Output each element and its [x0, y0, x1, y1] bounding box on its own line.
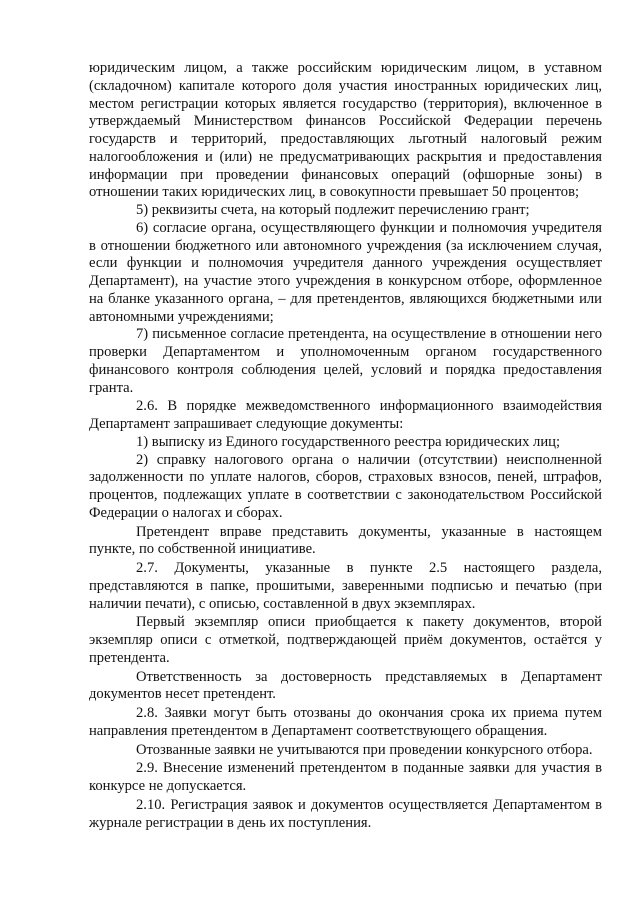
paragraph-inventory-copies: Первый экземпляр описи приобщается к пакету документов, второй экземпляр описи с отметкой, подтверждающей приём документов, остаётся у претендента. — [89, 614, 602, 666]
paragraph-foreign-entities: юридическим лицом, а также российским юридическим лицом, в уставном (складочном) капитале которого доля участия иностранных юридических лиц, местом регистрации которых является государство (территория), включенное в утверждаемый Министерством финансов Российской Федерации перечень государств и территорий, предоставляющих льготный налоговый режим налогообложения и (или) не предусматривающих раскрытия и предоставления информации при проведении финансовых операций (офшорные зоны) в отношении таких юридических лиц, в совокупности превышает 50 процентов; — [89, 60, 602, 201]
paragraph-item-7-written-consent: 7) письменное согласие претендента, на осуществление в отношении него проверки Департаментом и уполномоченным органом государственного финансового контроля соблюдения целей, условий и порядка предоставления гранта. — [89, 326, 602, 396]
paragraph-item-2-tax-certificate: 2) справку налогового органа о наличии (отсутствии) неисполненной задолженности по уплате налогов, сборов, страховых взносов, пеней, штрафов, процентов, подлежащих уплате в соответствии с законодательством Российской Федерации о налогах и сборах. — [89, 451, 602, 521]
paragraph-responsibility: Ответственность за достоверность представляемых в Департамент документов несет претендент. — [89, 668, 602, 703]
paragraph-section-2-6: 2.6. В порядке межведомственного информационного взаимодействия Департамент запрашивает следующие документы: — [89, 398, 602, 432]
paragraph-item-6-founder-consent: 6) согласие органа, осуществляющего функции и полномочия учредителя в отношении бюджетного или автономного учреждения (за исключением случая, если функции и полномочия учредителя данного учреждения осуществляет Департамент), на участие этого учреждения в конкурсном отборе, оформленное на бланке указанного органа, – для претендентов, являющихся бюджетными или автономными учреждениями; — [89, 219, 602, 325]
paragraph-section-2-10: 2.10. Регистрация заявок и документов осуществляется Департаментом в журнале регистрации в день их поступления. — [89, 796, 602, 831]
paragraph-section-2-8: 2.8. Заявки могут быть отозваны до окончания срока их приема путем направления претендентом в Департамент соответствующего обращения. — [89, 705, 602, 739]
document-page — [89, 60, 602, 832]
paragraph-section-2-7: 2.7. Документы, указанные в пункте 2.5 настоящего раздела, представляются в папке, прошитыми, заверенными подписью и печатью (при наличии печати), с описью, составленной в двух экземплярах. — [89, 560, 602, 612]
paragraph-item-1-registry-extract: 1) выписку из Единого государственного реестра юридических лиц; — [136, 433, 561, 450]
paragraph-own-initiative: Претендент вправе представить документы, указанные в настоящем пункте, по собственной инициативе. — [89, 523, 602, 558]
paragraph-item-5-account-details: 5) реквизиты счета, на который подлежит перечислению грант; — [136, 202, 530, 218]
paragraph-withdrawn-applications: Отозванные заявки не учитываются при проведении конкурсного отбора. — [136, 741, 593, 758]
paragraph-section-2-9: 2.9. Внесение изменений претендентом в поданные заявки для участия в конкурсе не допускается. — [89, 760, 602, 794]
